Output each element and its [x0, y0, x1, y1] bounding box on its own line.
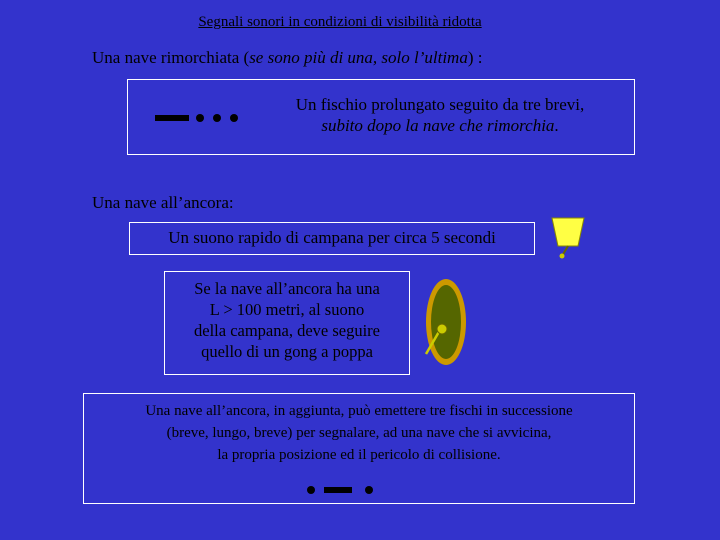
bell-text: Un suono rapido di campana per circa 5 secondi: [168, 228, 496, 247]
bell-icon: [548, 212, 598, 262]
towed-description-line2: subito dopo la nave che rimorchia.: [321, 116, 559, 135]
towed-heading: [92, 48, 482, 68]
towed-heading-prefix: Una nave rimorchiata (: [92, 48, 250, 67]
gong-icon: [418, 276, 478, 376]
towed-heading-italic: se sono più di una, solo l’ultima: [249, 48, 468, 67]
gong-text: Se la nave all’ancora ha una L > 100 metri, al suono della campana, deve seguire quello di un gong a poppa: [194, 279, 380, 361]
anchored-heading: Una nave all’ancora:: [92, 193, 234, 212]
whistle-signal-icon: [300, 480, 380, 500]
page-title: Segnali sonori in condizioni di visibilità ridotta: [198, 14, 482, 30]
towed-heading-suffix: ) :: [467, 48, 483, 67]
whistle-signal-icon: [150, 108, 250, 128]
towed-description: [250, 94, 630, 136]
towed-description-line1: Un fischio prolungato seguito da tre brevi,: [295, 95, 585, 114]
extra-signal-text: Una nave all’ancora, in aggiunta, può emettere tre fischi in successione (breve, lungo, breve) per segnalare, ad una nave che si avvicina, la propria posizione ed il pericolo di collisione.: [145, 403, 573, 463]
